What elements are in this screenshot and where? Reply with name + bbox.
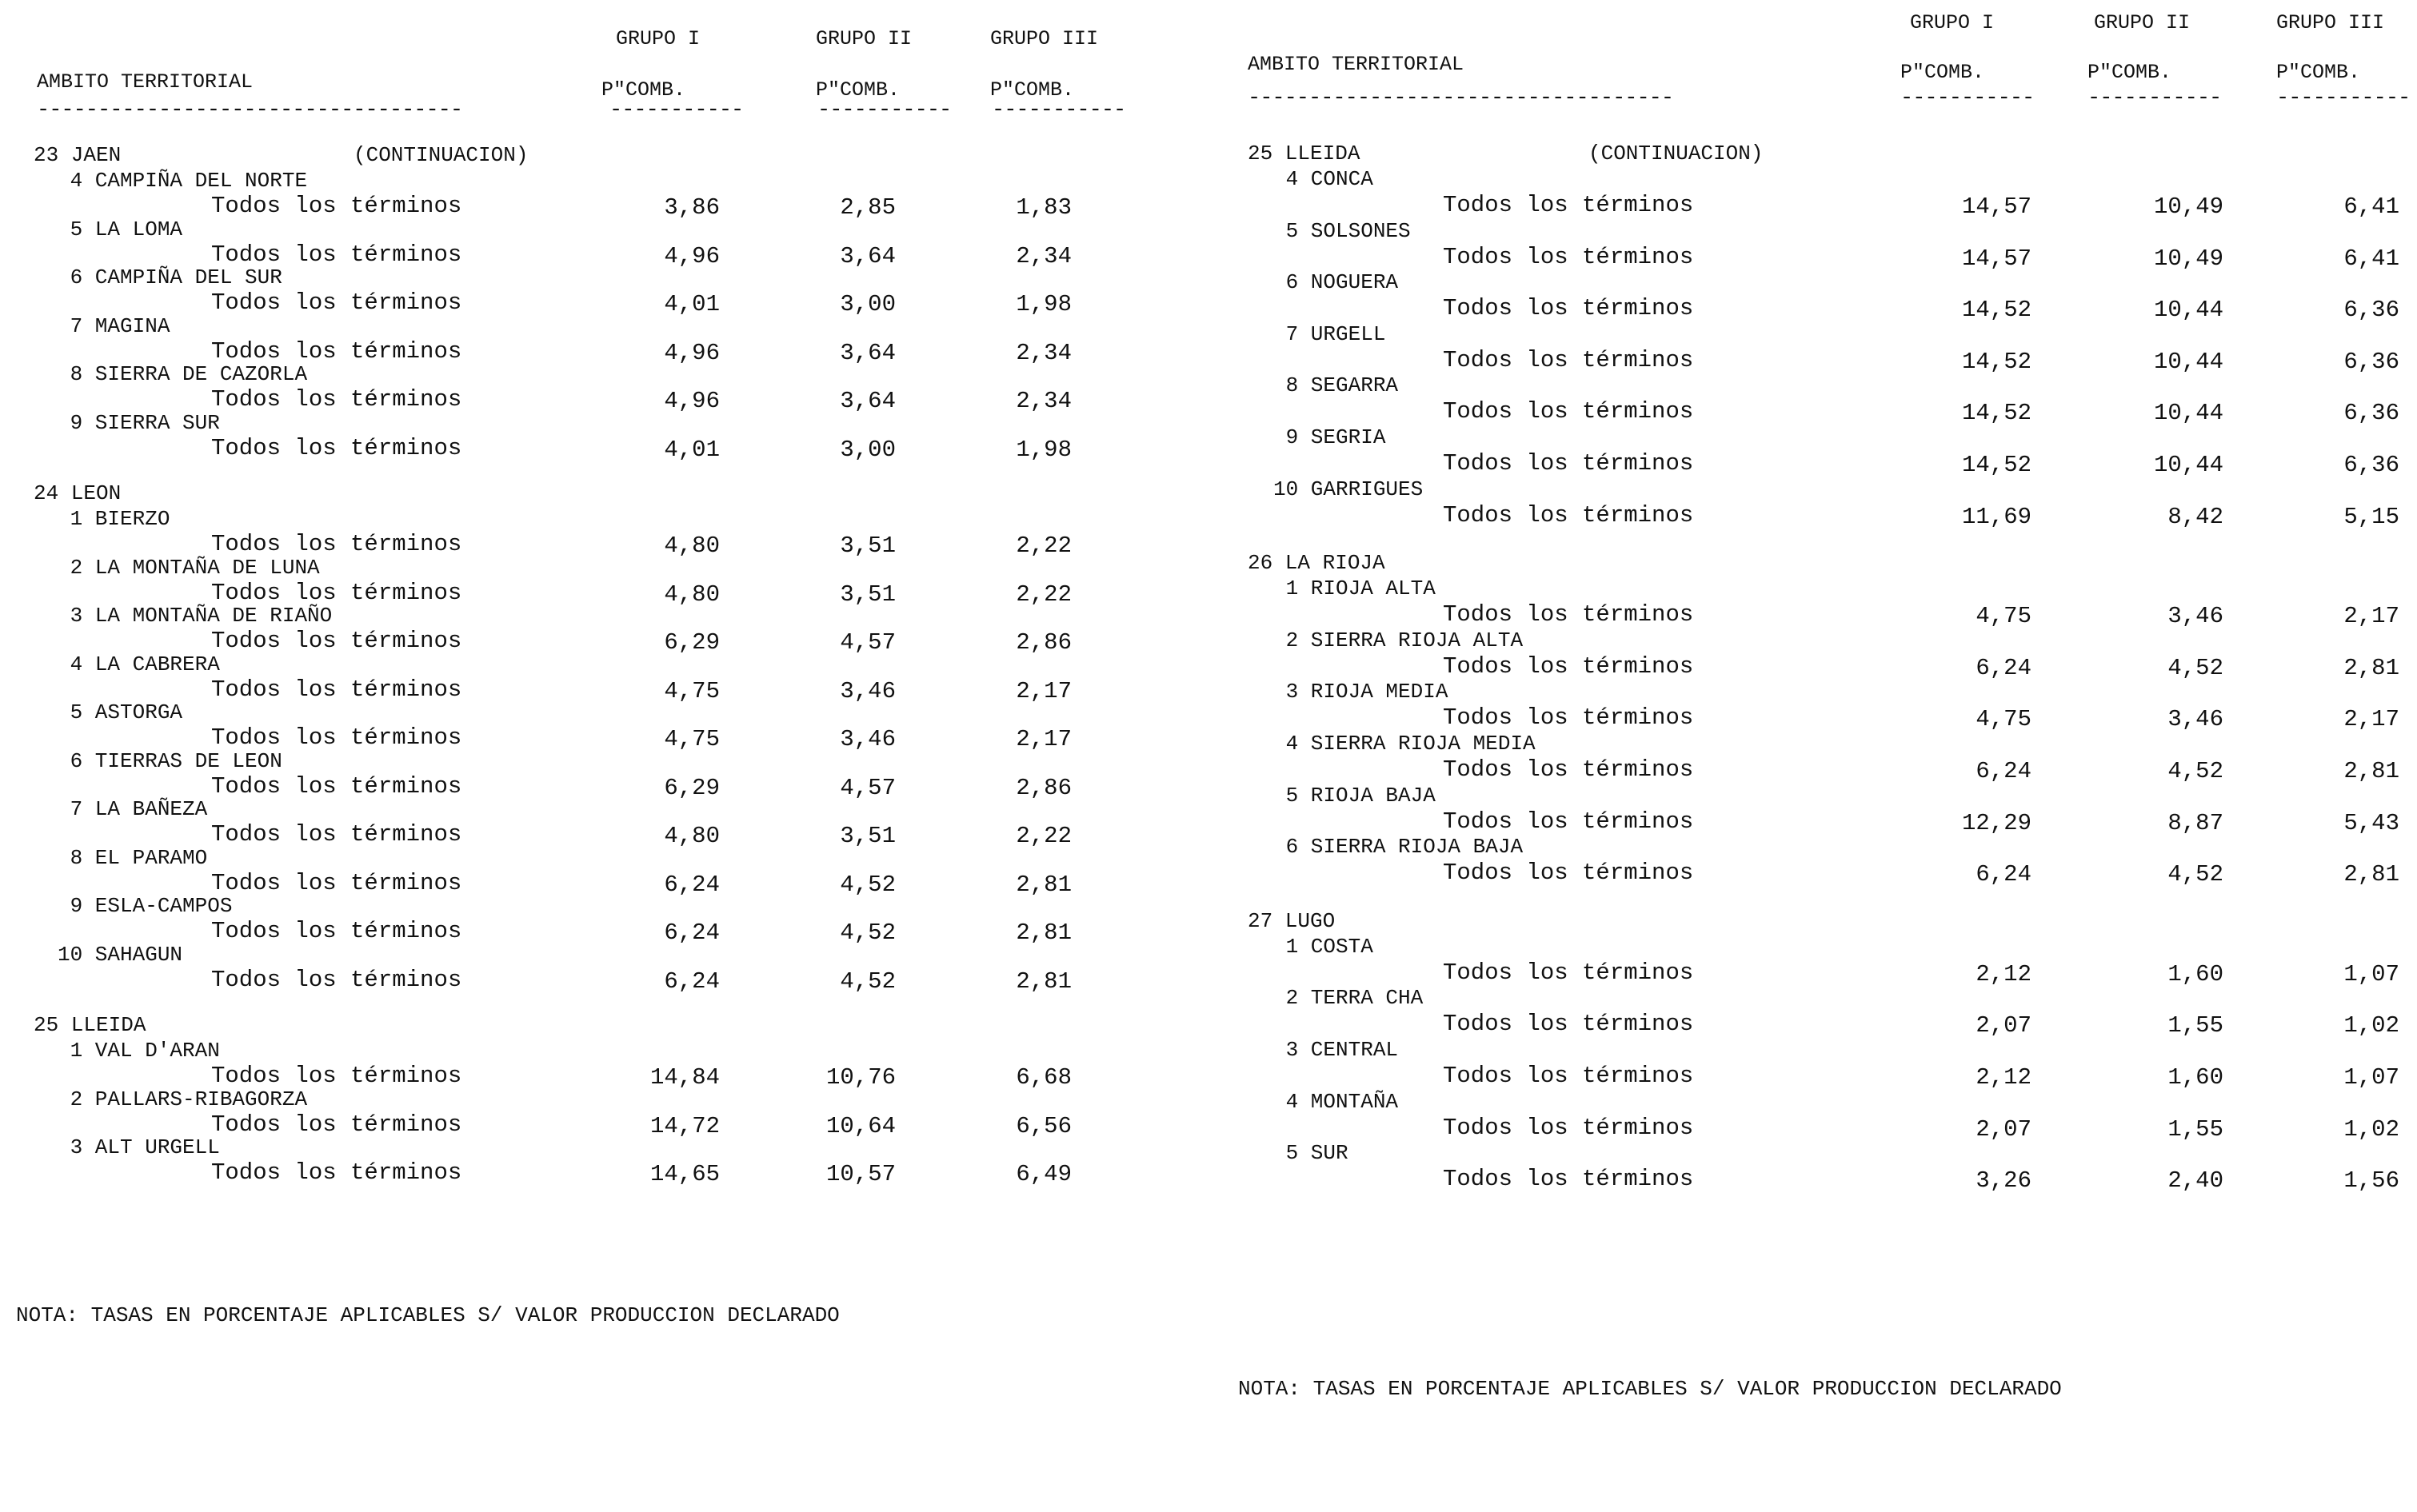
municipio-label: Todos los términos bbox=[1443, 1114, 1694, 1141]
rate-value: 4,96 bbox=[664, 242, 720, 269]
rate-value: 2,34 bbox=[1016, 242, 1072, 269]
municipio-label: Todos los términos bbox=[211, 337, 462, 365]
rate-value: 14,57 bbox=[1961, 245, 2031, 272]
rate-value: 2,22 bbox=[1016, 580, 1072, 608]
rate-value: 6,24 bbox=[664, 920, 720, 946]
municipio-label: Todos los términos bbox=[211, 193, 462, 219]
rate-value: 14,52 bbox=[1961, 297, 2031, 324]
rate-value: 2,81 bbox=[1016, 871, 1072, 898]
municipio-label: Todos los términos bbox=[211, 241, 462, 268]
rate-value: 2,81 bbox=[1016, 920, 1072, 946]
rate-value: 1,55 bbox=[2167, 1012, 2223, 1039]
municipio-label: Todos los términos bbox=[211, 918, 462, 944]
municipio-label: Todos los términos bbox=[211, 1063, 462, 1089]
municipio-label: Todos los términos bbox=[211, 676, 462, 703]
rate-value: 3,51 bbox=[840, 533, 896, 559]
rate-value: 1,60 bbox=[2167, 960, 2223, 987]
rate-value: 5,15 bbox=[2343, 503, 2399, 530]
rate-value: 1,55 bbox=[2167, 1115, 2223, 1143]
rate-value: 6,41 bbox=[2343, 193, 2399, 220]
rate-value: 6,56 bbox=[1016, 1112, 1072, 1139]
rate-value: 4,52 bbox=[2167, 654, 2223, 681]
rate-value: 14,52 bbox=[1961, 452, 2031, 478]
column-underline: ----------- bbox=[2087, 86, 2222, 110]
comarca-name: 2 LA MONTAÑA DE LUNA bbox=[58, 555, 320, 580]
municipio-label: Todos los términos bbox=[211, 772, 462, 800]
comarca-name: 6 SIERRA RIOJA BAJA bbox=[1273, 835, 1524, 860]
rate-value: 10,44 bbox=[2153, 452, 2223, 478]
comarca-name: 2 TERRA CHA bbox=[1273, 986, 1424, 1011]
rate-value: 14,72 bbox=[649, 1112, 720, 1139]
rate-value: 3,64 bbox=[840, 339, 896, 366]
province-title: 26 LA RIOJA bbox=[1248, 551, 1385, 576]
rate-value: 6,24 bbox=[1976, 758, 2031, 784]
grupo-header: GRUPO III bbox=[990, 27, 1099, 50]
rate-value: 2,81 bbox=[2343, 861, 2399, 888]
rate-value: 2,17 bbox=[1016, 677, 1072, 704]
comarca-name: 5 SUR bbox=[1273, 1141, 1348, 1166]
nota-footnote: NOTA: TASAS EN PORCENTAJE APLICABLES S/ VALOR PRODUCCION DECLARADO bbox=[1238, 1377, 2062, 1401]
municipio-label: Todos los términos bbox=[211, 386, 462, 413]
comarca-name: 1 RIOJA ALTA bbox=[1273, 576, 1436, 601]
municipio-label: Todos los términos bbox=[1443, 808, 1694, 835]
rate-value: 4,75 bbox=[1976, 706, 2031, 733]
municipio-label: Todos los términos bbox=[211, 821, 462, 848]
comarca-name: 3 LA MONTAÑA DE RIAÑO bbox=[58, 604, 333, 628]
comarca-name: 2 PALLARS-RIBAGORZA bbox=[58, 1087, 308, 1111]
comarca-name: 2 SIERRA RIOJA ALTA bbox=[1273, 628, 1524, 652]
comarca-name: 4 CAMPIÑA DEL NORTE bbox=[58, 169, 308, 193]
rate-value: 4,57 bbox=[840, 629, 896, 656]
rate-value: 3,46 bbox=[840, 726, 896, 752]
rate-value: 6,29 bbox=[664, 629, 720, 656]
rate-value: 4,80 bbox=[664, 823, 720, 849]
rate-value: 2,07 bbox=[1976, 1012, 2031, 1039]
column-underline: ----------- bbox=[1900, 86, 2035, 110]
municipio-label: Todos los términos bbox=[1443, 295, 1694, 322]
rate-value: 6,41 bbox=[2343, 245, 2399, 272]
comarca-name: 4 MONTAÑA bbox=[1273, 1089, 1399, 1114]
rate-value: 5,43 bbox=[2343, 809, 2399, 836]
rate-value: 1,07 bbox=[2343, 1064, 2399, 1091]
rate-value: 10,57 bbox=[825, 1161, 896, 1187]
rate-value: 2,12 bbox=[1976, 1064, 2031, 1091]
rate-value: 6,36 bbox=[2343, 297, 2399, 324]
rate-value: 2,34 bbox=[1016, 339, 1072, 366]
rate-value: 1,98 bbox=[1016, 436, 1072, 463]
municipio-label: Todos los términos bbox=[211, 869, 462, 896]
grupo-header: GRUPO I bbox=[1910, 11, 1995, 34]
pcomb-header: P"COMB. bbox=[990, 78, 1075, 102]
comarca-name: 7 URGELL bbox=[1273, 321, 1386, 346]
comarca-name: 6 TIERRAS DE LEON bbox=[58, 748, 282, 773]
rate-value: 3,46 bbox=[840, 677, 896, 704]
rate-value: 2,81 bbox=[1016, 967, 1072, 995]
rate-value: 14,52 bbox=[1961, 348, 2031, 375]
rate-value: 6,24 bbox=[1976, 861, 2031, 888]
column-underline: ----------- bbox=[2276, 86, 2411, 110]
province-title: 24 LEON bbox=[34, 481, 122, 505]
rate-value: 8,87 bbox=[2167, 809, 2223, 836]
rate-value: 10,49 bbox=[2153, 193, 2223, 220]
rate-value: 6,24 bbox=[664, 967, 720, 995]
comarca-name: 3 RIOJA MEDIA bbox=[1273, 680, 1448, 704]
rate-value: 14,57 bbox=[1961, 193, 2031, 220]
municipio-label: Todos los términos bbox=[1443, 601, 1694, 628]
rate-value: 1,60 bbox=[2167, 1064, 2223, 1091]
ambito-territorial-header: AMBITO TERRITORIAL bbox=[1248, 53, 1464, 76]
municipio-label: Todos los términos bbox=[1443, 1063, 1694, 1089]
rate-value: 2,81 bbox=[2343, 758, 2399, 784]
municipio-label: Todos los términos bbox=[1443, 192, 1694, 218]
municipio-label: Todos los términos bbox=[211, 628, 462, 654]
grupo-header: GRUPO II bbox=[2094, 11, 2191, 34]
municipio-label: Todos los términos bbox=[1443, 756, 1694, 783]
ambito-underline: ----------------------------------- bbox=[1248, 86, 1674, 110]
pcomb-header: P"COMB. bbox=[2276, 61, 2361, 84]
municipio-label: Todos los términos bbox=[211, 531, 462, 557]
rate-value: 10,64 bbox=[825, 1112, 896, 1139]
comarca-name: 3 CENTRAL bbox=[1273, 1038, 1399, 1062]
rate-value: 2,17 bbox=[2343, 603, 2399, 630]
pcomb-header: P"COMB. bbox=[816, 78, 901, 102]
rate-value: 6,24 bbox=[1976, 654, 2031, 681]
municipio-label: Todos los términos bbox=[211, 434, 462, 461]
rate-value: 1,98 bbox=[1016, 291, 1072, 317]
province-title: 25 LLEIDA bbox=[1248, 142, 1360, 166]
comarca-name: 8 SIERRA DE CAZORLA bbox=[58, 362, 308, 386]
comarca-name: 1 COSTA bbox=[1273, 934, 1373, 959]
rate-value: 6,29 bbox=[664, 774, 720, 801]
grupo-header: GRUPO III bbox=[2276, 11, 2385, 34]
rate-value: 3,46 bbox=[2167, 706, 2223, 733]
rate-value: 2,86 bbox=[1016, 774, 1072, 801]
province-title: 25 LLEIDA bbox=[34, 1013, 146, 1037]
rate-value: 10,44 bbox=[2153, 297, 2223, 324]
comarca-name: 9 ESLA-CAMPOS bbox=[58, 894, 233, 918]
comarca-name: 8 EL PARAMO bbox=[58, 845, 208, 870]
rate-value: 1,56 bbox=[2343, 1167, 2399, 1195]
rate-value: 4,52 bbox=[840, 871, 896, 898]
rate-value: 3,64 bbox=[840, 388, 896, 414]
comarca-name: 1 BIERZO bbox=[58, 507, 170, 531]
continuacion-label: (CONTINUACION) bbox=[1588, 142, 1764, 166]
comarca-name: 4 LA CABRERA bbox=[58, 652, 220, 676]
rate-value: 6,24 bbox=[664, 871, 720, 898]
municipio-label: Todos los términos bbox=[1443, 860, 1694, 887]
comarca-name: 7 MAGINA bbox=[58, 313, 170, 338]
rate-value: 3,46 bbox=[2167, 603, 2223, 630]
rate-value: 12,29 bbox=[1961, 809, 2031, 836]
rate-value: 1,02 bbox=[2343, 1012, 2399, 1039]
rate-value: 6,36 bbox=[2343, 400, 2399, 427]
rate-value: 4,01 bbox=[664, 291, 720, 317]
rate-value: 4,52 bbox=[2167, 758, 2223, 784]
pcomb-header: P"COMB. bbox=[2087, 61, 2172, 84]
rate-value: 4,96 bbox=[664, 339, 720, 366]
rate-value: 8,42 bbox=[2167, 503, 2223, 530]
pcomb-header: P"COMB. bbox=[1900, 61, 1985, 84]
rate-value: 2,86 bbox=[1016, 629, 1072, 656]
province-title: 27 LUGO bbox=[1248, 908, 1336, 933]
comarca-name: 4 SIERRA RIOJA MEDIA bbox=[1273, 732, 1536, 756]
municipio-label: Todos los términos bbox=[211, 579, 462, 606]
left-page bbox=[0, 0, 1200, 1512]
comarca-name: 5 ASTORGA bbox=[58, 700, 183, 724]
nota-footnote: NOTA: TASAS EN PORCENTAJE APLICABLES S/ VALOR PRODUCCION DECLARADO bbox=[16, 1303, 840, 1327]
rate-value: 2,22 bbox=[1016, 533, 1072, 559]
rate-value: 1,02 bbox=[2343, 1115, 2399, 1143]
rate-value: 6,36 bbox=[2343, 452, 2399, 478]
province-title: 23 JAEN bbox=[34, 143, 122, 167]
municipio-label: Todos los términos bbox=[1443, 501, 1694, 529]
municipio-label: Todos los términos bbox=[1443, 1166, 1694, 1193]
right-page bbox=[1208, 0, 2417, 1512]
column-underline: ----------- bbox=[992, 98, 1126, 122]
municipio-label: Todos los términos bbox=[211, 289, 462, 316]
comarca-name: 8 SEGARRA bbox=[1273, 373, 1399, 398]
municipio-label: Todos los términos bbox=[1443, 1011, 1694, 1038]
rate-value: 10,44 bbox=[2153, 400, 2223, 427]
municipio-label: Todos los términos bbox=[1443, 704, 1694, 732]
column-underline: ----------- bbox=[817, 98, 952, 122]
rate-value: 14,65 bbox=[649, 1161, 720, 1187]
rate-value: 6,49 bbox=[1016, 1161, 1072, 1187]
rate-value: 4,75 bbox=[1976, 603, 2031, 630]
rate-value: 11,69 bbox=[1961, 503, 2031, 530]
comarca-name: 5 SOLSONES bbox=[1273, 218, 1411, 243]
rate-value: 4,80 bbox=[664, 580, 720, 608]
grupo-header: GRUPO I bbox=[616, 27, 701, 50]
rate-value: 6,36 bbox=[2343, 348, 2399, 375]
municipio-label: Todos los términos bbox=[211, 724, 462, 751]
rate-value: 2,81 bbox=[2343, 654, 2399, 681]
rate-value: 10,44 bbox=[2153, 348, 2223, 375]
rate-value: 3,64 bbox=[840, 242, 896, 269]
grupo-header: GRUPO II bbox=[816, 27, 913, 50]
municipio-label: Todos los términos bbox=[211, 966, 462, 993]
rate-value: 4,96 bbox=[664, 388, 720, 414]
rate-value: 1,83 bbox=[1016, 194, 1072, 221]
rate-value: 14,52 bbox=[1961, 400, 2031, 427]
comarca-name: 9 SEGRIA bbox=[1273, 425, 1386, 449]
comarca-name: 10 SAHAGUN bbox=[58, 942, 183, 967]
rate-value: 2,17 bbox=[2343, 706, 2399, 733]
municipio-label: Todos los términos bbox=[211, 1159, 462, 1186]
rate-value: 2,17 bbox=[1016, 726, 1072, 752]
rate-value: 14,84 bbox=[649, 1064, 720, 1091]
rate-value: 3,00 bbox=[840, 436, 896, 463]
rate-value: 3,00 bbox=[840, 291, 896, 317]
municipio-label: Todos los términos bbox=[1443, 652, 1694, 680]
comarca-name: 10 GARRIGUES bbox=[1273, 477, 1424, 501]
comarca-name: 7 LA BAÑEZA bbox=[58, 797, 208, 821]
rate-value: 4,80 bbox=[664, 533, 720, 559]
rate-value: 4,52 bbox=[840, 920, 896, 946]
municipio-label: Todos los términos bbox=[1443, 450, 1694, 477]
rate-value: 2,40 bbox=[2167, 1167, 2223, 1195]
municipio-label: Todos los términos bbox=[211, 1111, 462, 1138]
rate-value: 4,01 bbox=[664, 436, 720, 463]
comarca-name: 4 CONCA bbox=[1273, 167, 1373, 191]
rate-value: 2,22 bbox=[1016, 823, 1072, 849]
municipio-label: Todos los términos bbox=[1443, 959, 1694, 986]
rate-value: 4,57 bbox=[840, 774, 896, 801]
comarca-name: 9 SIERRA SUR bbox=[58, 410, 220, 435]
rate-value: 10,76 bbox=[825, 1064, 896, 1091]
rate-value: 4,75 bbox=[664, 677, 720, 704]
pcomb-header: P"COMB. bbox=[601, 78, 686, 102]
comarca-name: 5 LA LOMA bbox=[58, 217, 183, 241]
comarca-name: 6 NOGUERA bbox=[1273, 270, 1399, 295]
ambito-territorial-header: AMBITO TERRITORIAL bbox=[37, 70, 254, 94]
comarca-name: 5 RIOJA BAJA bbox=[1273, 783, 1436, 808]
rate-value: 1,07 bbox=[2343, 960, 2399, 987]
comarca-name: 1 VAL D'ARAN bbox=[58, 1039, 220, 1063]
rate-value: 10,49 bbox=[2153, 245, 2223, 272]
municipio-label: Todos los términos bbox=[1443, 243, 1694, 270]
rate-value: 3,26 bbox=[1976, 1167, 2031, 1195]
municipio-label: Todos los términos bbox=[1443, 346, 1694, 373]
rate-value: 2,07 bbox=[1976, 1115, 2031, 1143]
rate-value: 2,12 bbox=[1976, 960, 2031, 987]
rate-value: 3,86 bbox=[664, 194, 720, 221]
rate-value: 3,51 bbox=[840, 580, 896, 608]
rate-value: 6,68 bbox=[1016, 1064, 1072, 1091]
column-underline: ----------- bbox=[609, 98, 744, 122]
comarca-name: 6 CAMPIÑA DEL SUR bbox=[58, 265, 282, 289]
continuacion-label: (CONTINUACION) bbox=[354, 143, 529, 167]
ambito-underline: ----------------------------------- bbox=[37, 98, 463, 122]
comarca-name: 3 ALT URGELL bbox=[58, 1135, 220, 1159]
rate-value: 2,34 bbox=[1016, 388, 1072, 414]
rate-value: 4,75 bbox=[664, 726, 720, 752]
rate-value: 3,51 bbox=[840, 823, 896, 849]
rate-value: 2,85 bbox=[840, 194, 896, 221]
rate-value: 4,52 bbox=[2167, 861, 2223, 888]
rate-value: 4,52 bbox=[840, 967, 896, 995]
municipio-label: Todos los términos bbox=[1443, 398, 1694, 425]
